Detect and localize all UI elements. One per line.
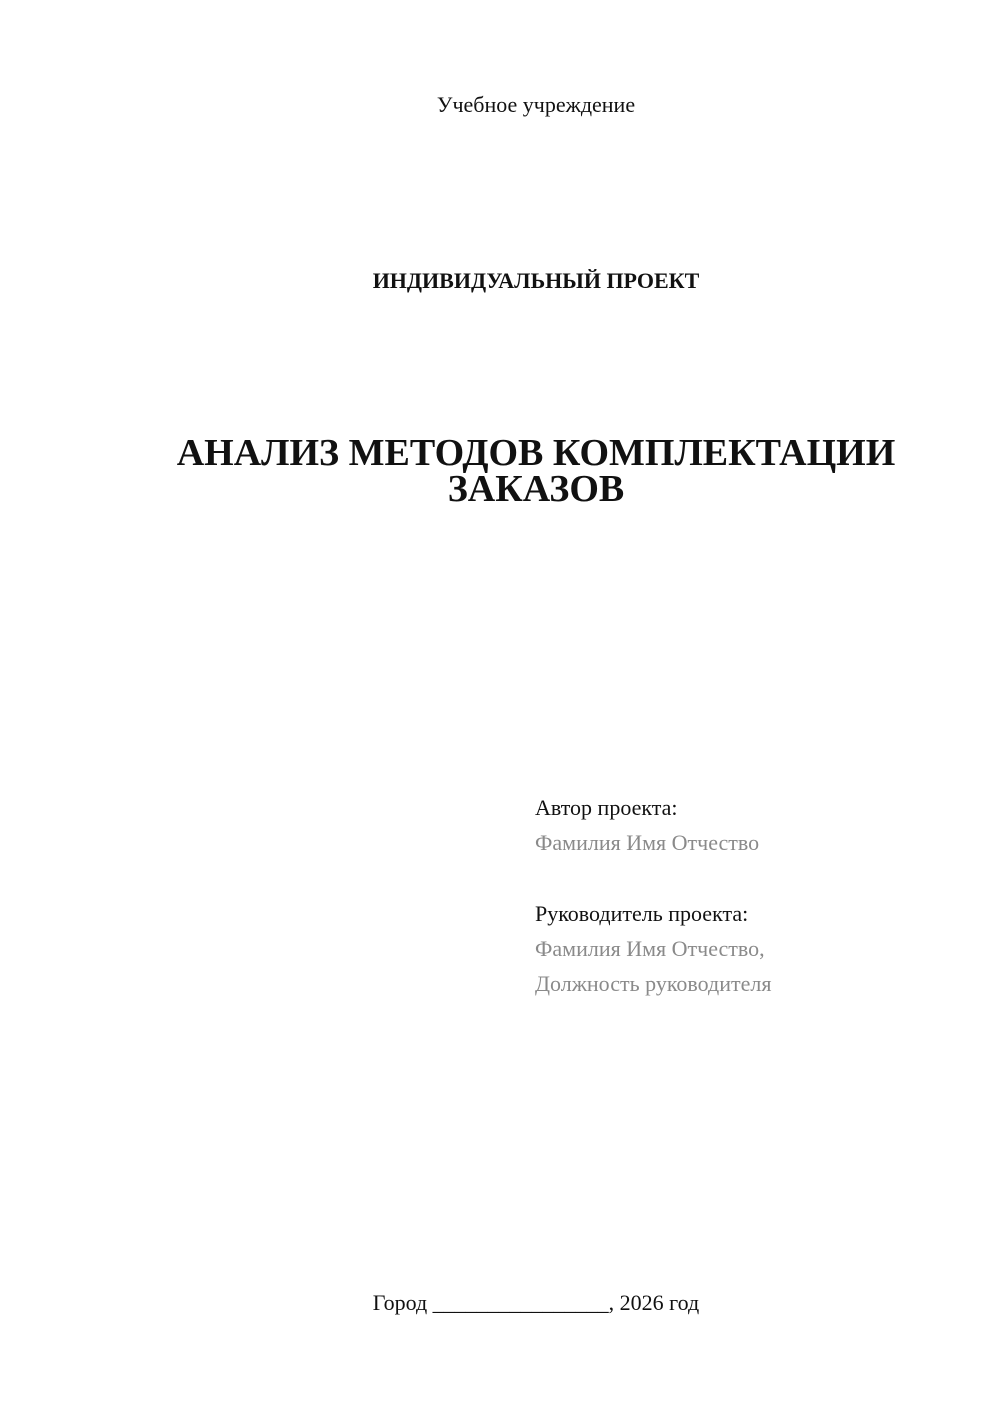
project-type: ИНДИВИДУАЛЬНЫЙ ПРОЕКТ: [372, 268, 700, 293]
city-year-line: [0, 1290, 1000, 1316]
project-title-line-2: ЗАКАЗОВ: [447, 468, 625, 510]
project-title: [0, 432, 1000, 510]
city-blank: ________________: [432, 1290, 609, 1315]
year: , 2026 год: [608, 1290, 700, 1315]
supervisor-position: Должность руководителя: [535, 971, 772, 996]
author-name: Фамилия Имя Отчество: [535, 830, 760, 855]
institution-name: Учебное учреждение: [436, 92, 636, 117]
spacer: [535, 860, 965, 896]
supervisor-label: Руководитель проекта:: [535, 901, 749, 926]
project-title-line-1: АНАЛИЗ МЕТОДОВ КОМПЛЕКТАЦИИ: [176, 432, 896, 474]
author-label: Автор проекта:: [535, 795, 678, 820]
authors-block: [535, 790, 965, 1001]
city-label: Город: [372, 1290, 428, 1315]
supervisor-name: Фамилия Имя Отчество,: [535, 936, 765, 961]
